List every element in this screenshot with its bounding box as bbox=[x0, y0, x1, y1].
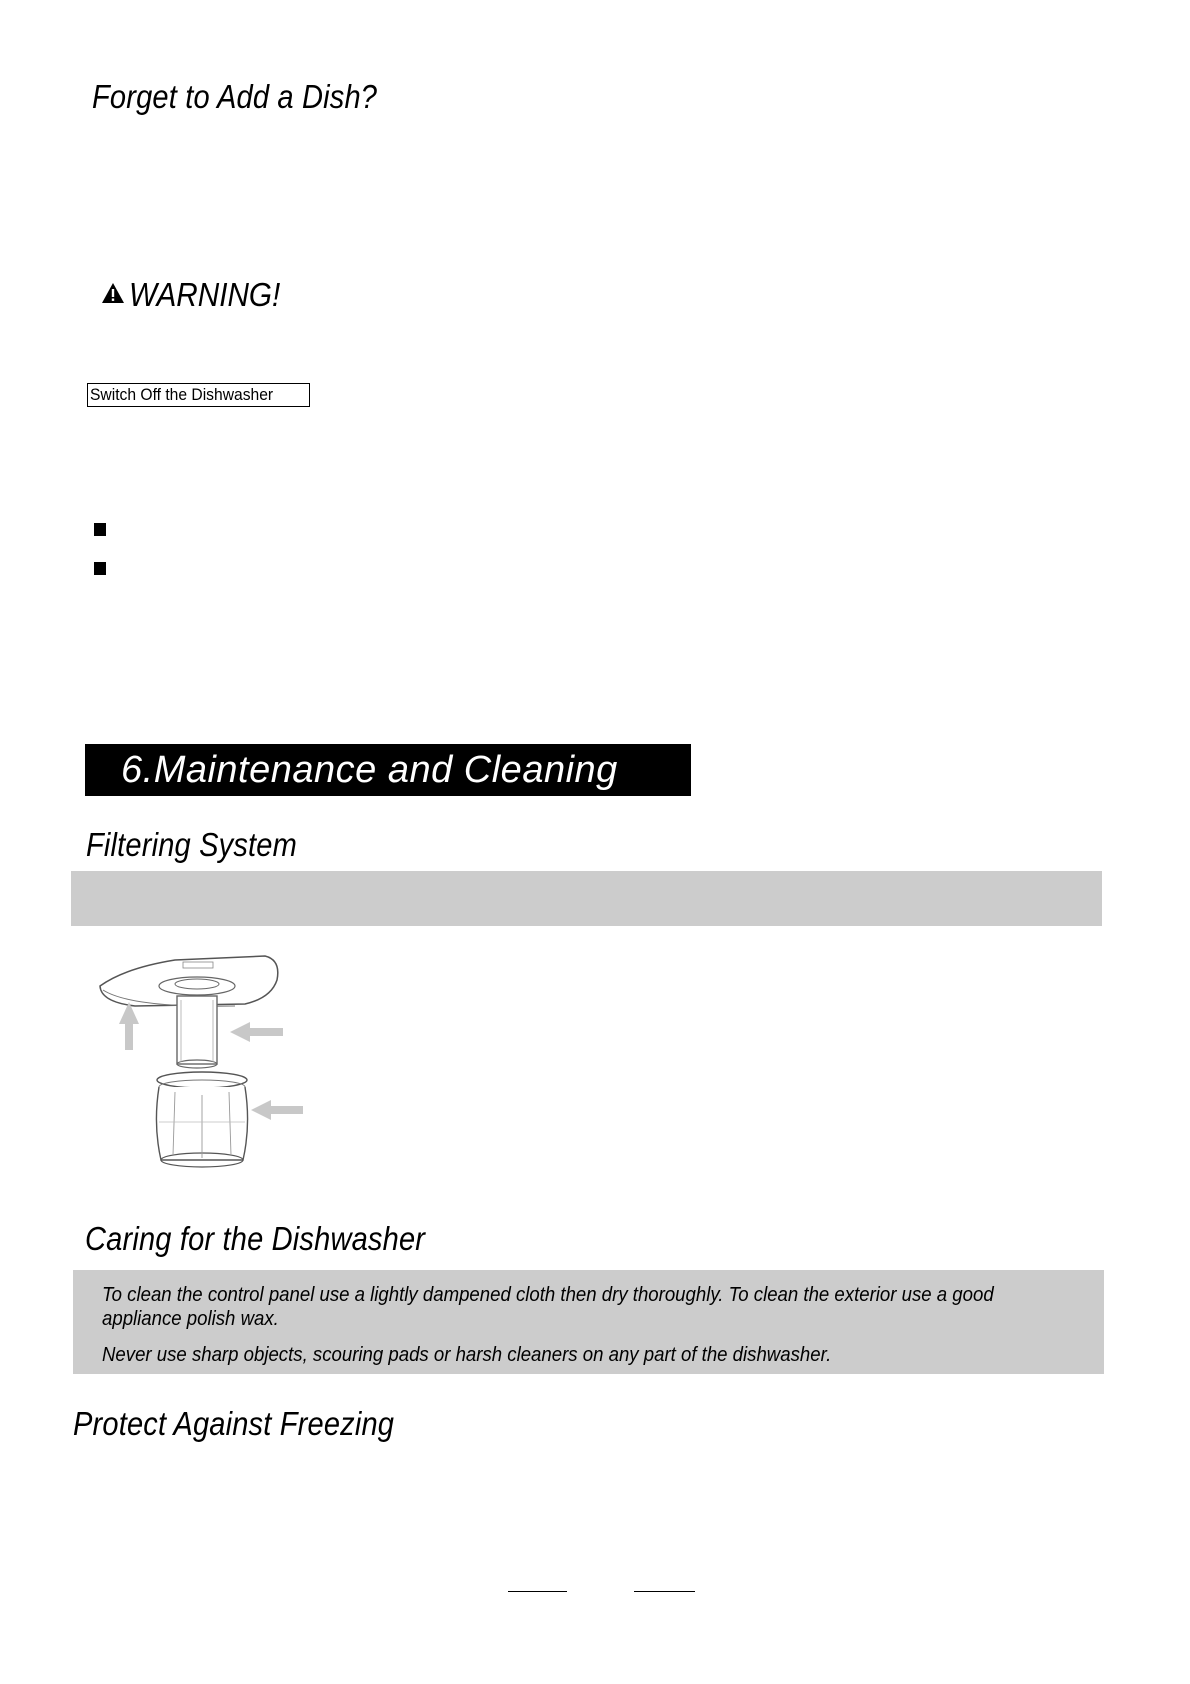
bullet-marker bbox=[94, 562, 106, 575]
heading-caring-dishwasher: Caring for the Dishwasher bbox=[85, 1220, 426, 1257]
section-title-bar bbox=[85, 744, 691, 796]
switch-off-label: Switch Off the Dishwasher bbox=[90, 385, 274, 404]
footer-rule-left bbox=[508, 1591, 567, 1592]
switch-off-box bbox=[87, 383, 310, 407]
filtering-grey-band bbox=[71, 871, 1102, 926]
warning-triangle-icon bbox=[101, 282, 125, 309]
warning-label: WARNING! bbox=[129, 276, 281, 313]
filter-assembly-illustration bbox=[95, 950, 310, 1170]
caring-text-line-1: To clean the control panel use a lightly dampened cloth then dry thoroughly. To clean the exterior use a good bbox=[102, 1284, 994, 1306]
bullet-marker bbox=[94, 523, 106, 536]
caring-text-line-3: Never use sharp objects, scouring pads or harsh cleaners on any part of the dishwasher. bbox=[102, 1344, 832, 1366]
footer-rule-right bbox=[634, 1591, 695, 1592]
heading-forget-dish: Forget to Add a Dish? bbox=[92, 78, 378, 115]
warning-heading-row bbox=[101, 276, 297, 314]
heading-protect-freezing: Protect Against Freezing bbox=[73, 1405, 395, 1442]
section-title: 6.Maintenance and Cleaning bbox=[121, 749, 618, 791]
heading-filtering-system: Filtering System bbox=[86, 826, 297, 863]
caring-text-line-2: appliance polish wax. bbox=[102, 1308, 279, 1330]
